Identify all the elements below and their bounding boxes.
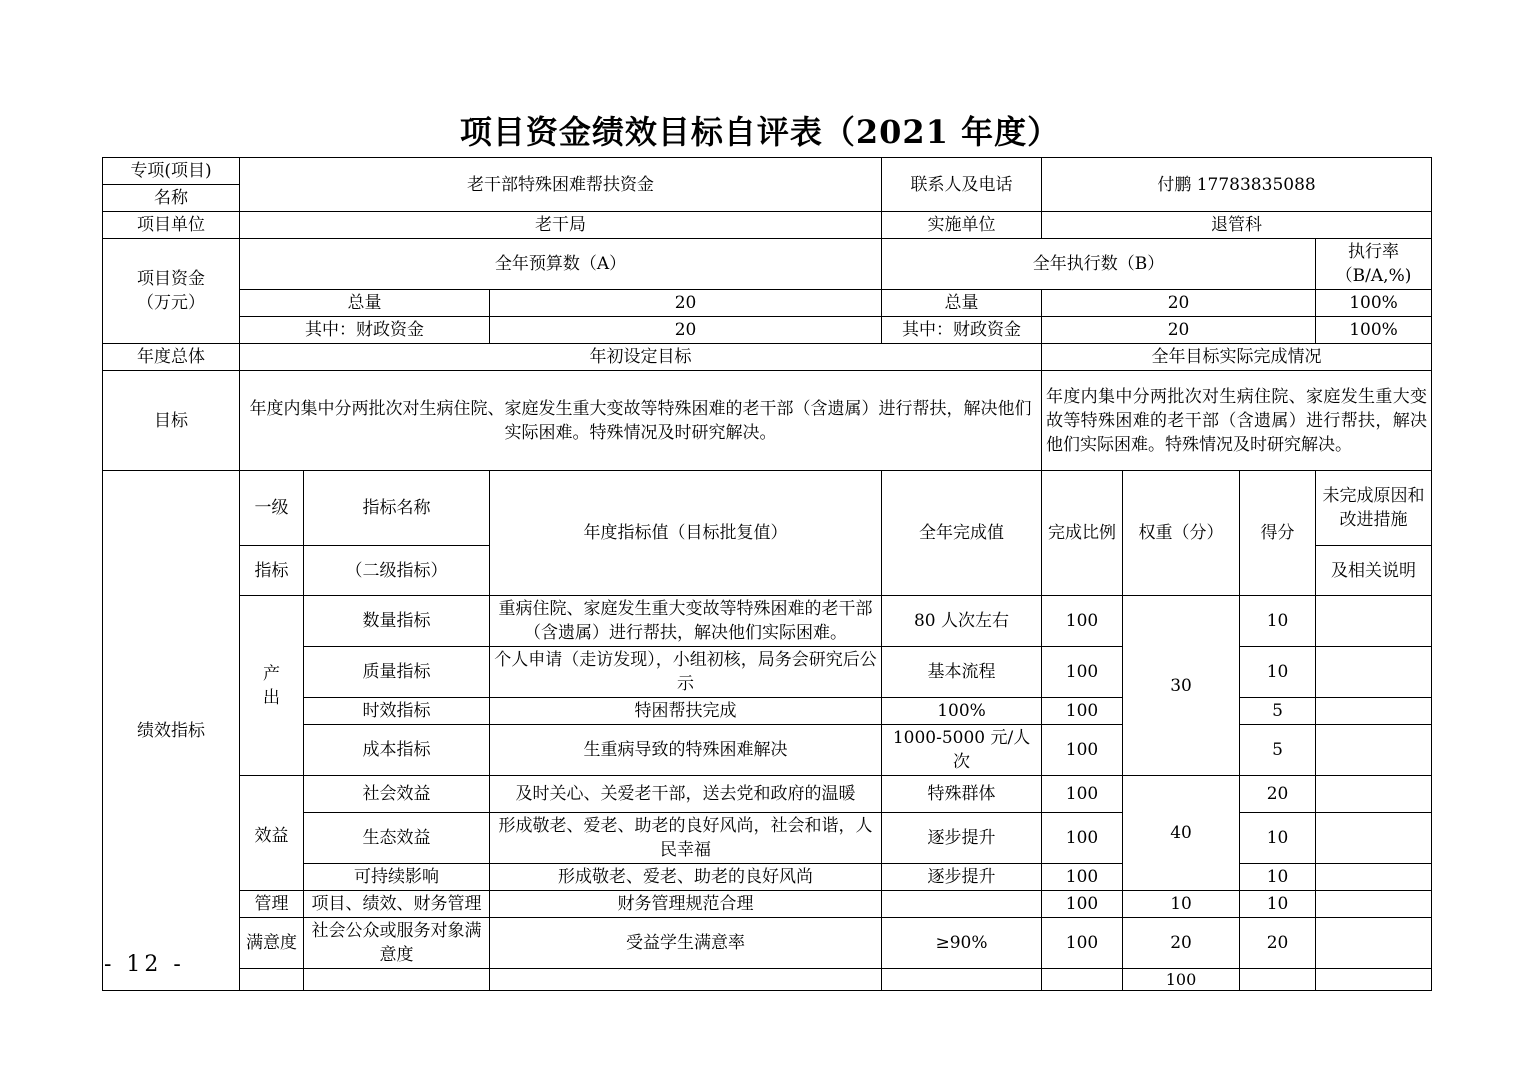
- indicator-score: 5: [1240, 698, 1316, 725]
- indicator-score: 20: [1240, 776, 1316, 813]
- satisfaction-name: 社会公众或服务对象满意度: [304, 918, 490, 969]
- indicator-ratio: 100: [1042, 725, 1123, 776]
- indicator-ratio: 100: [1042, 698, 1123, 725]
- management-target: 财务管理规范合理: [490, 891, 882, 918]
- total-rate: 100%: [1316, 290, 1432, 317]
- level1-header: 一级: [240, 471, 304, 546]
- benefit-weight: 40: [1123, 776, 1240, 891]
- satisfaction-ratio: 100: [1042, 918, 1123, 969]
- indicator-actual: 1000-5000 元/人次: [882, 725, 1042, 776]
- indicator-target: 及时关心、关爱老干部，送去党和政府的温暖: [490, 776, 882, 813]
- indicator-name: 可持续影响: [304, 864, 490, 891]
- fiscal-exec-label: 其中：财政资金: [882, 317, 1042, 344]
- perf-label: 绩效指标: [103, 471, 240, 991]
- satisfaction-target: 受益学生满意率: [490, 918, 882, 969]
- indicator-name: 质量指标: [304, 647, 490, 698]
- total-exec: 20: [1042, 290, 1316, 317]
- satisfaction-reason: [1316, 918, 1432, 969]
- total-label: 总量: [240, 290, 490, 317]
- management-actual: [882, 891, 1042, 918]
- indicator-reason: [1316, 698, 1432, 725]
- output-weight: 30: [1123, 596, 1240, 776]
- actual-header: 全年完成值: [882, 471, 1042, 596]
- rate-header: 执行率（B/A,%): [1316, 239, 1432, 290]
- indicator-reason: [1316, 776, 1432, 813]
- indicator-name: 数量指标: [304, 596, 490, 647]
- initial-goal-text: 年度内集中分两批次对生病住院、家庭发生重大变故等特殊困难的老干部（含遗属）进行帮扶，解决他们实际困难。特殊情况及时研究解决。: [240, 371, 1042, 471]
- page-number: - 12 -: [104, 952, 185, 977]
- indicator-target: 特困帮扶完成: [490, 698, 882, 725]
- output-label: 产出: [240, 596, 304, 776]
- weight-header: 权重（分）: [1123, 471, 1240, 596]
- indicator-score: 10: [1240, 596, 1316, 647]
- fiscal-exec: 20: [1042, 317, 1316, 344]
- satisfaction-score: 20: [1240, 918, 1316, 969]
- indicator-ratio: 100: [1042, 776, 1123, 813]
- initial-goal-header: 年初设定目标: [240, 344, 1042, 371]
- management-score: 10: [1240, 891, 1316, 918]
- contact-value: 付鹏 17783835088: [1042, 158, 1432, 212]
- actual-goal-text: 年度内集中分两批次对生病住院、家庭发生重大变故等特殊困难的老干部（含遗属）进行帮扶，解决他们实际困难。特殊情况及时研究解决。: [1042, 371, 1432, 471]
- management-ratio: 100: [1042, 891, 1123, 918]
- indicator-score: 10: [1240, 864, 1316, 891]
- target-header: 年度指标值（目标批复值）: [490, 471, 882, 596]
- indicator-actual: 80 人次左右: [882, 596, 1042, 647]
- fiscal-rate: 100%: [1316, 317, 1432, 344]
- level1-header-2: 指标: [240, 546, 304, 596]
- management-label: 管理: [240, 891, 304, 918]
- satisfaction-weight: 20: [1123, 918, 1240, 969]
- impl-label: 实施单位: [882, 212, 1042, 239]
- exec-header: 全年执行数（B）: [882, 239, 1316, 290]
- performance-table: [102, 157, 1432, 991]
- goal-label-top: 年度总体: [103, 344, 240, 371]
- impl-value: 退管科: [1042, 212, 1432, 239]
- indicator-name: 时效指标: [304, 698, 490, 725]
- indicator-ratio: 100: [1042, 596, 1123, 647]
- project-name-value: 老干部特殊困难帮扶资金: [240, 158, 882, 212]
- indicator-reason: [1316, 647, 1432, 698]
- indicator-target: 形成敬老、爱老、助老的良好风尚，社会和谐，人民幸福: [490, 813, 882, 864]
- goal-label-bottom: 目标: [103, 371, 240, 471]
- indicator-ratio: 100: [1042, 647, 1123, 698]
- indicator-actual: 特殊群体: [882, 776, 1042, 813]
- total-empty: [1240, 969, 1316, 991]
- indicator-actual: 基本流程: [882, 647, 1042, 698]
- satisfaction-label: 满意度: [240, 918, 304, 969]
- project-name-label-2: 名称: [103, 185, 240, 212]
- indicator-target: 生重病导致的特殊困难解决: [490, 725, 882, 776]
- indicator-name-header: 指标名称: [304, 471, 490, 546]
- actual-goal-header: 全年目标实际完成情况: [1042, 344, 1432, 371]
- indicator-score: 10: [1240, 813, 1316, 864]
- indicator-name: 社会效益: [304, 776, 490, 813]
- indicator-target: 重病住院、家庭发生重大变故等特殊困难的老干部（含遗属）进行帮扶，解决他们实际困难。: [490, 596, 882, 647]
- management-reason: [1316, 891, 1432, 918]
- indicator-name: 成本指标: [304, 725, 490, 776]
- total-budget: 20: [490, 290, 882, 317]
- management-weight: 10: [1123, 891, 1240, 918]
- indicator-ratio: 100: [1042, 813, 1123, 864]
- indicator-reason: [1316, 725, 1432, 776]
- total-empty: [1042, 969, 1123, 991]
- indicator-actual: 逐步提升: [882, 864, 1042, 891]
- total-empty: [1316, 969, 1432, 991]
- indicator-score: 5: [1240, 725, 1316, 776]
- total-empty: [304, 969, 490, 991]
- indicator-actual: 100%: [882, 698, 1042, 725]
- indicator-ratio: 100: [1042, 864, 1123, 891]
- ratio-header: 完成比例: [1042, 471, 1123, 596]
- indicator-target: 形成敬老、爱老、助老的良好风尚: [490, 864, 882, 891]
- indicator-actual: 逐步提升: [882, 813, 1042, 864]
- page-title: 项目资金绩效目标自评表（2021 年度）: [459, 113, 1061, 151]
- management-name: 项目、绩效、财务管理: [304, 891, 490, 918]
- total-exec-label: 总量: [882, 290, 1042, 317]
- indicator-reason: [1316, 596, 1432, 647]
- indicator-name-header-2: （二级指标）: [304, 546, 490, 596]
- contact-label: 联系人及电话: [882, 158, 1042, 212]
- total-empty: [240, 969, 304, 991]
- total-empty: [882, 969, 1042, 991]
- indicator-reason: [1316, 864, 1432, 891]
- benefit-label: 效益: [240, 776, 304, 891]
- reason-header: 未完成原因和改进措施: [1316, 471, 1432, 546]
- indicator-reason: [1316, 813, 1432, 864]
- indicator-target: 个人申请（走访发现），小组初核，局务会研究后公示: [490, 647, 882, 698]
- indicator-name: 生态效益: [304, 813, 490, 864]
- score-header: 得分: [1240, 471, 1316, 596]
- reason-header-2: 及相关说明: [1316, 546, 1432, 596]
- fiscal-budget: 20: [490, 317, 882, 344]
- indicator-score: 10: [1240, 647, 1316, 698]
- project-name-label: 专项(项目): [103, 158, 240, 185]
- unit-value: 老干局: [240, 212, 882, 239]
- unit-label: 项目单位: [103, 212, 240, 239]
- total-weight: 100: [1123, 969, 1240, 991]
- fiscal-label: 其中：财政资金: [240, 317, 490, 344]
- satisfaction-actual: ≥90%: [882, 918, 1042, 969]
- funds-label: 项目资金 （万元）: [103, 239, 240, 344]
- budget-header: 全年预算数（A）: [240, 239, 882, 290]
- total-empty: [490, 969, 882, 991]
